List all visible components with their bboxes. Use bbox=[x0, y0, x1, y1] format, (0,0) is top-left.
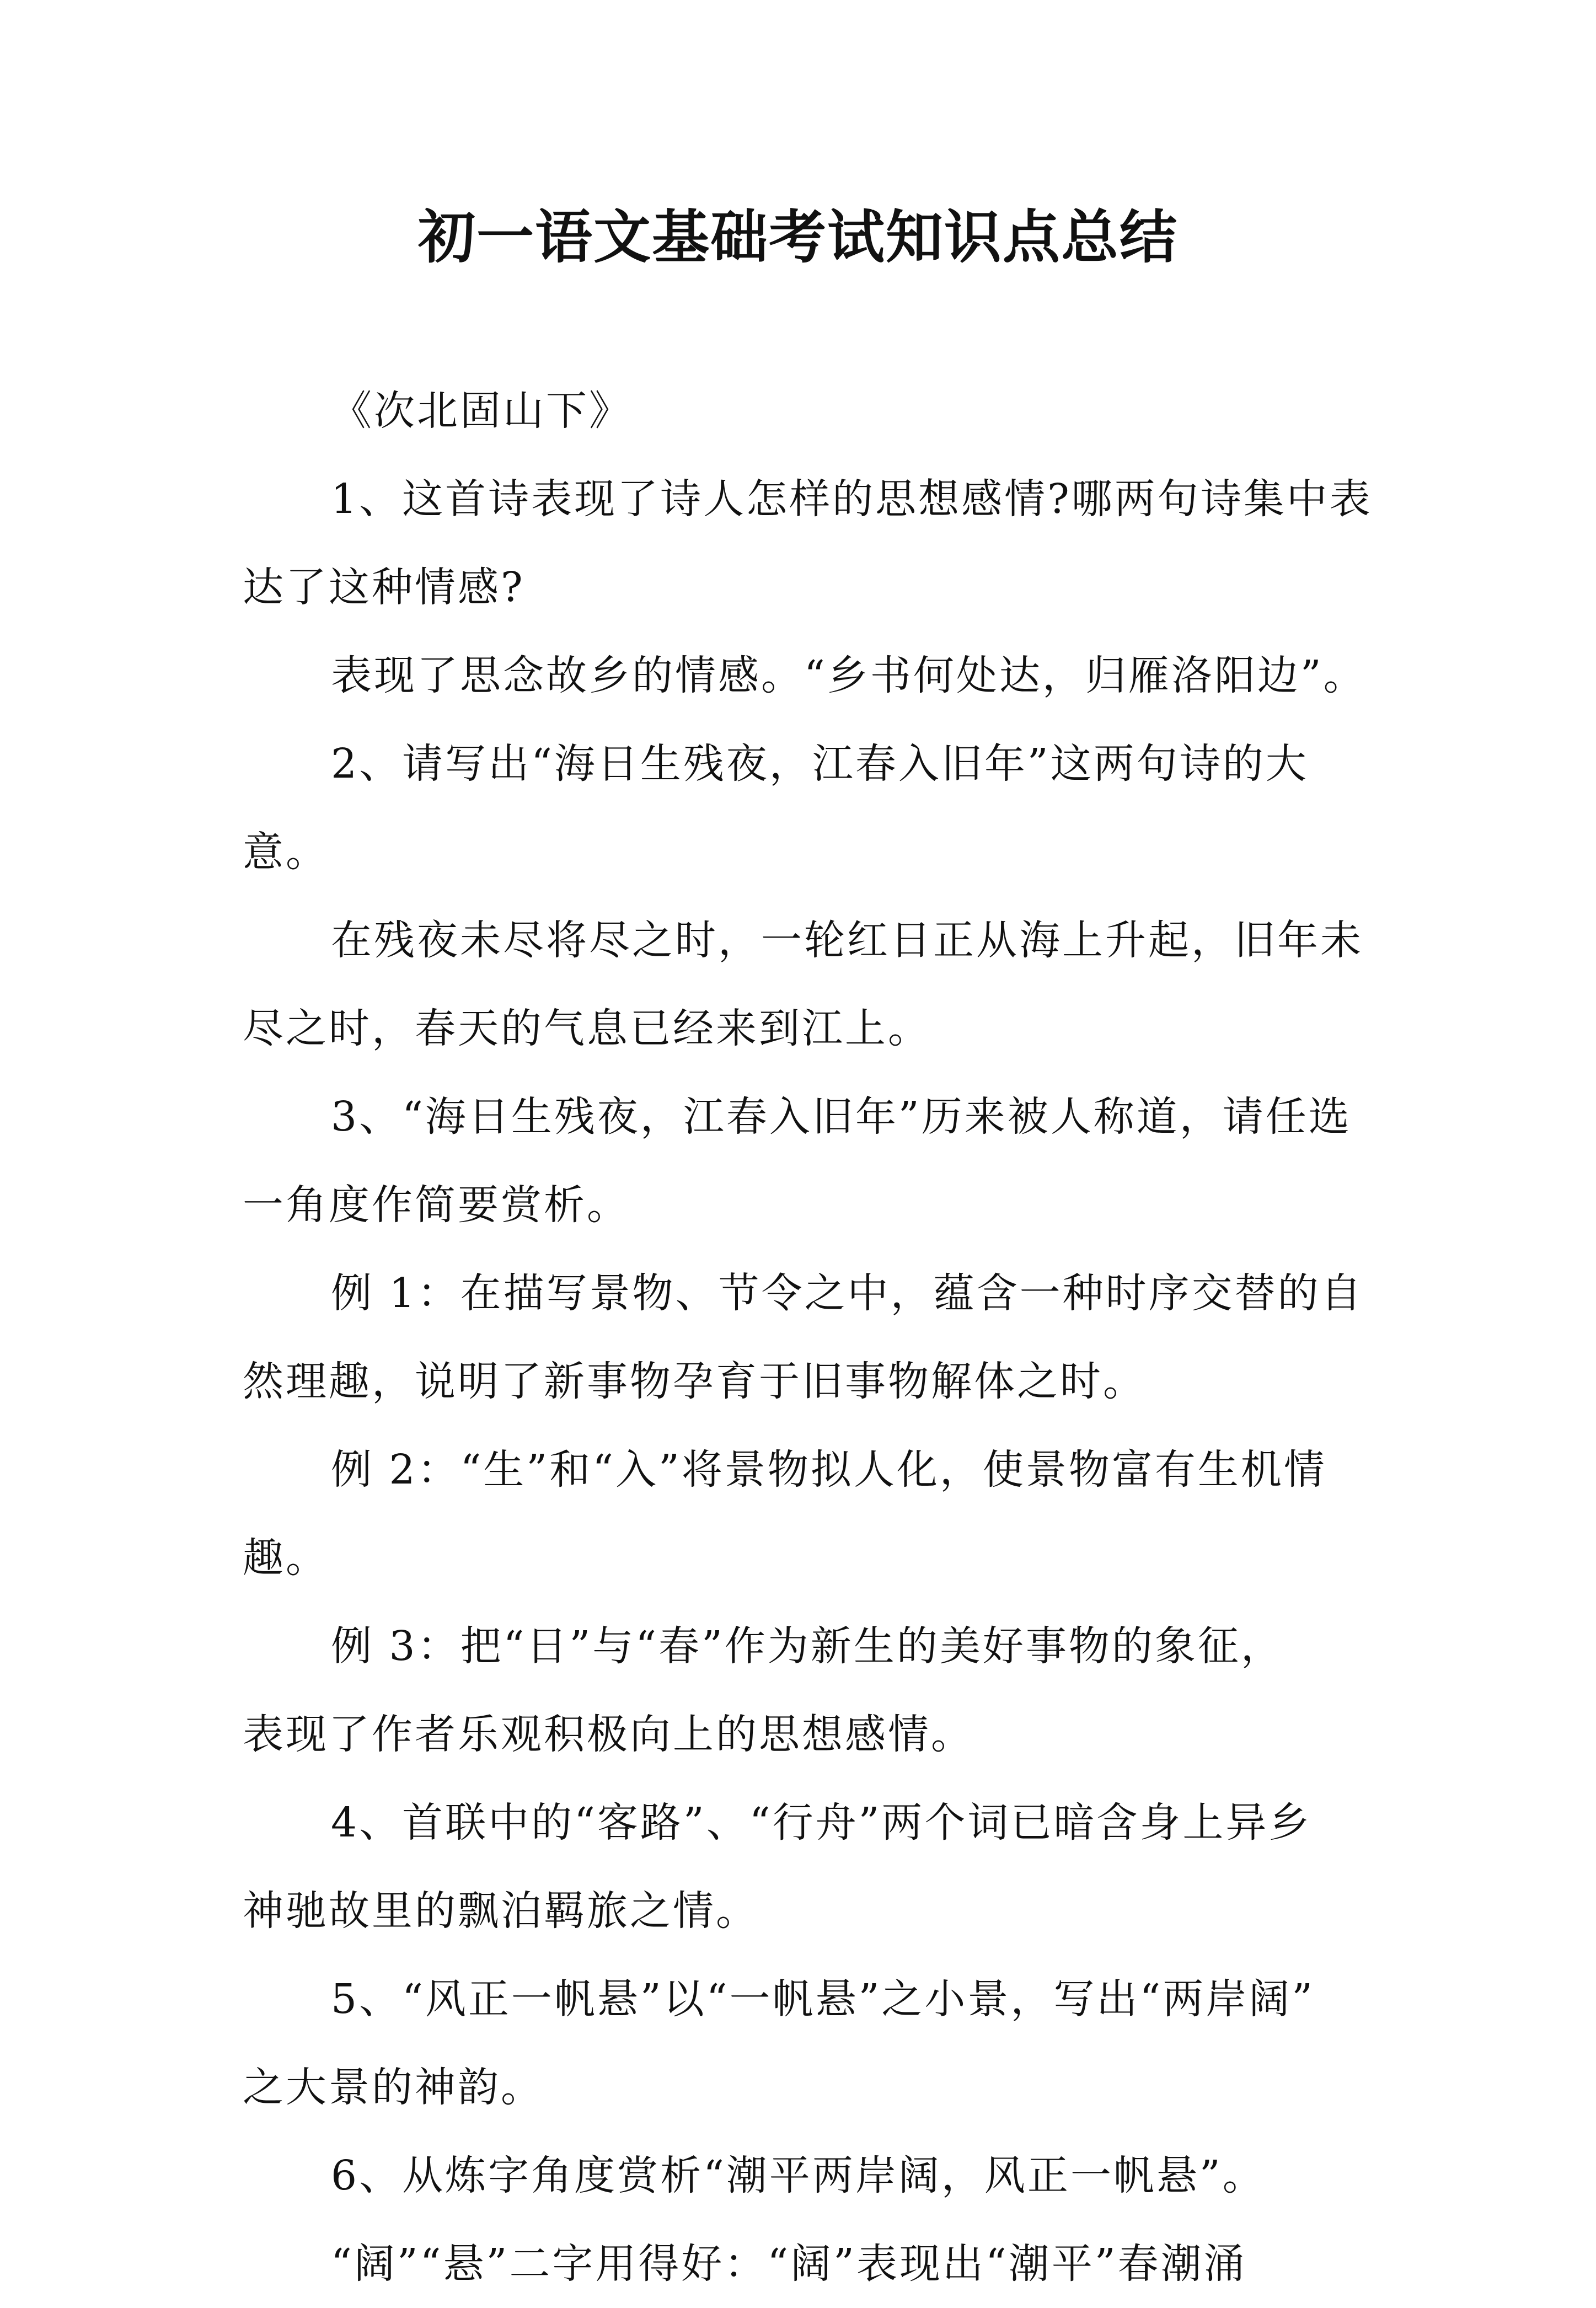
document-body bbox=[243, 367, 1390, 2308]
point-4-line-1: 4、首联中的“客路”、“行舟”两个词已暗含身上异乡 bbox=[331, 1799, 1312, 1846]
example-3-line-1: 例 3：把“日”与“春”作为新生的美好事物的象征， bbox=[331, 1622, 1284, 1670]
poem-title-line: 《次北固山下》 bbox=[331, 387, 632, 435]
question-2-line-1: 2、请写出“海日生残夜，江春入旧年”这两句诗的大 bbox=[331, 740, 1309, 788]
answer-1-line: 表现了思念故乡的情感。“乡书何处达，归雁洛阳边”。 bbox=[331, 652, 1367, 699]
example-1-line-2: 然理趣，说明了新事物孕育于旧事物解体之时。 bbox=[243, 1358, 1146, 1405]
answer-2-line-2: 尽之时，春天的气息已经来到江上。 bbox=[243, 1005, 931, 1052]
example-3-line-2: 表现了作者乐观积极向上的思想感情。 bbox=[243, 1711, 974, 1758]
question-3-line-2: 一角度作简要赏析。 bbox=[243, 1181, 630, 1229]
question-1-line-1: 1、这首诗表现了诗人怎样的思想感情?哪两句诗集中表 bbox=[331, 475, 1373, 523]
answer-2-line-1: 在残夜未尽将尽之时，一轮红日正从海上升起，旧年未 bbox=[331, 917, 1363, 964]
example-2-line-2: 趣。 bbox=[243, 1534, 329, 1582]
question-6-line: 6、从炼字角度赏析“潮平两岸阔，风正一帆悬”。 bbox=[331, 2152, 1266, 2199]
example-2-line-1: 例 2：“生”和“入”将景物拟人化，使景物富有生机情 bbox=[331, 1446, 1327, 1493]
question-3-line-1: 3、“海日生残夜，江春入旧年”历来被人称道，请任选 bbox=[331, 1093, 1352, 1140]
answer-6-line-1: “阔”“悬”二字用得好：“阔”表现出“潮平”春潮涌 bbox=[331, 2240, 1247, 2288]
question-2-line-2: 意。 bbox=[243, 828, 329, 876]
page-title: 初一语文基础考试知识点总结 bbox=[417, 203, 1178, 271]
example-1-line-1: 例 1：在描写景物、节令之中，蕴含一种时序交替的自 bbox=[331, 1270, 1364, 1317]
question-1-line-2: 达了这种情感? bbox=[243, 564, 525, 611]
point-5-line-2: 之大景的神韵。 bbox=[243, 2064, 544, 2111]
point-5-line-1: 5、“风正一帆悬”以“一帆悬”之小景，写出“两岸阔” bbox=[331, 1975, 1315, 2023]
point-4-line-2: 神驰故里的飘泊羁旅之情。 bbox=[243, 1887, 759, 1935]
